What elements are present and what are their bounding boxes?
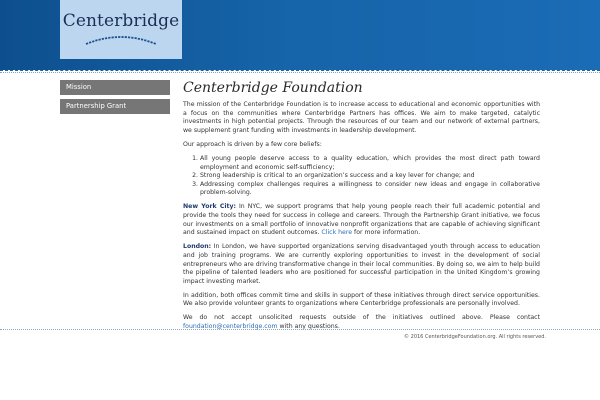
sidebar-item-mission[interactable]: Mission [60, 80, 170, 95]
logo-text: Centerbridge [62, 11, 180, 31]
sidebar-nav [60, 80, 170, 118]
click-here-link[interactable]: Click here [321, 229, 353, 237]
main-content [183, 80, 540, 337]
nyc-text: In NYC, we support programs that help young people reach their full academic potential and provide the tools they need for success in college and careers. Through the Partnership Grant initiative, we focus our investments on a small portfolio of innovative nonprofit organizations that are capable of achieving significant and sustained impact on student outcomes. [183, 203, 540, 237]
nyc-tail: for more information. [352, 229, 421, 237]
beliefs-list [183, 155, 540, 198]
email-link[interactable]: foundation@centerbridge.com [183, 323, 278, 331]
page-title: Centerbridge Foundation [183, 80, 363, 96]
list-item: 2. Strong leadership is critical to an organization’s success and a key lever for change; and [200, 172, 540, 181]
london-paragraph [183, 243, 540, 286]
footer-divider [0, 329, 600, 330]
london-text: In London, we have supported organizations serving disadvantaged youth through access to education and job training programs. We are currently exploring opportunities to invest in the development of social entrepreneurs who are driving transformative change in their local communities. By doing so, we aim to help build the pipeline of talented leaders who are positioned for successful participation in the United Kingdom’s growing impact investing market. [183, 243, 540, 285]
sidebar-item-partnership-grant[interactable]: Partnership Grant [60, 99, 170, 114]
contact-text: We do not accept unsolicited requests outside of the initiatives outlined above. Please contact [183, 314, 540, 322]
nyc-heading: New York City: [183, 203, 236, 211]
intro-paragraph: The mission of the Centerbridge Foundation is to increase access to educational and economic opportunities with a focus on the communities where Centerbridge Partners has offices. We aim to make targeted, catalytic investments in high potential projects. Through the resources of our team and our network of external partners, we supplement grant funding with investments in leadership development. [183, 101, 540, 134]
footer-copyright: © 2016 CenterbridgeFoundation.org. All rights reserved. [404, 334, 546, 340]
contact-tail: with any questions. [277, 323, 340, 331]
header-divider [0, 70, 600, 71]
approach-paragraph: Our approach is driven by a few core beliefs: [183, 140, 322, 148]
header-divider-dotted [0, 72, 600, 73]
list-item: 1. All young people deserve access to a quality education, which provides the most direct path toward employment and economic self-sufficiency; [200, 155, 540, 172]
nyc-paragraph [183, 203, 540, 237]
logo-arc-icon [84, 32, 158, 46]
logo[interactable] [60, 0, 182, 59]
london-heading: London: [183, 243, 212, 251]
list-item: 3. Addressing complex challenges requires a willingness to consider new ideas and engage in collaborative problem-solving. [200, 181, 540, 198]
volunteer-paragraph: In addition, both offices commit time and skills in support of these initiatives through direct service opportunities. We also provide volunteer grants to organizations where Centerbridge professionals are personally involved. [183, 291, 540, 308]
